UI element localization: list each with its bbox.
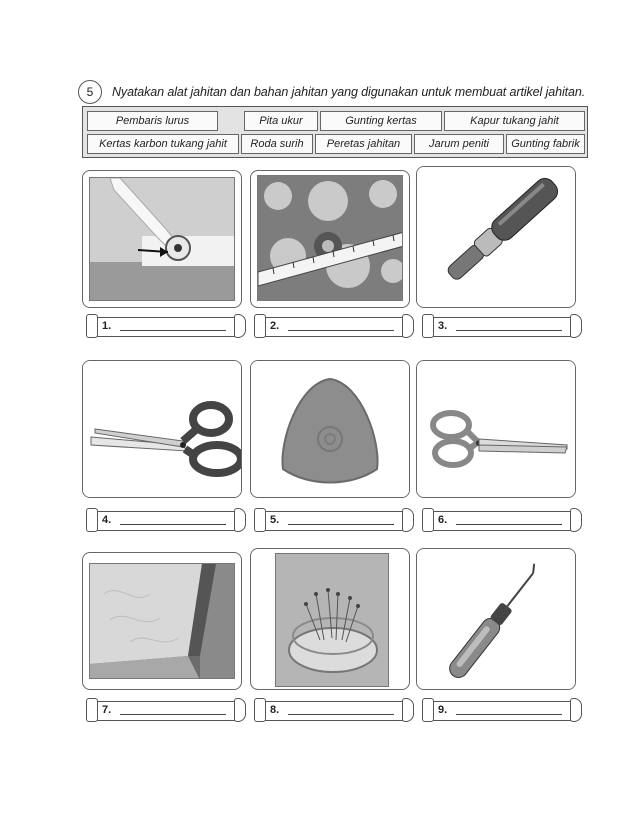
answer-blank[interactable] [120, 330, 226, 331]
word-bank-item: Kapur tukang jahit [444, 111, 585, 131]
answer-line-6[interactable] [422, 508, 582, 534]
answer-blank[interactable] [288, 330, 394, 331]
item-number: 1. [102, 320, 112, 332]
seam-ripper-photo [417, 167, 575, 307]
paper-scissors-photo [417, 361, 575, 497]
word-bank-item: Roda surih [241, 134, 313, 154]
word-bank-item: Jarum peniti [414, 134, 504, 154]
answer-blank[interactable] [288, 714, 394, 715]
answer-blank[interactable] [288, 524, 394, 525]
answer-line-1[interactable] [86, 314, 246, 340]
word-bank-item: Pembaris lurus [87, 111, 218, 131]
word-bank-item: Kertas karbon tukang jahit [87, 134, 239, 154]
word-bank-item: Peretas jahitan [315, 134, 412, 154]
item-number: 7. [102, 704, 112, 716]
answer-line-4[interactable] [86, 508, 246, 534]
question-number: 5 [78, 80, 102, 104]
item-number: 8. [270, 704, 280, 716]
answer-line-2[interactable] [254, 314, 414, 340]
item-number: 3. [438, 320, 448, 332]
answer-line-7[interactable] [86, 698, 246, 724]
measuring-tape-photo [257, 175, 403, 301]
item-card-2 [250, 170, 410, 308]
word-bank-row-2 [87, 134, 583, 154]
item-number: 6. [438, 514, 448, 526]
answer-line-3[interactable] [422, 314, 582, 340]
item-card-1 [82, 170, 242, 308]
word-bank-row-1 [87, 111, 583, 131]
word-bank [82, 106, 588, 158]
fabric-scissors-photo [83, 361, 241, 497]
answer-blank[interactable] [456, 524, 562, 525]
word-bank-item: Pita ukur [244, 111, 318, 131]
answer-line-9[interactable] [422, 698, 582, 724]
item-number: 2. [270, 320, 280, 332]
answer-blank[interactable] [120, 714, 226, 715]
item-number: 9. [438, 704, 448, 716]
carbon-paper-photo [89, 563, 235, 679]
item-card-3 [416, 166, 576, 308]
answer-line-8[interactable] [254, 698, 414, 724]
item-card-8 [250, 548, 410, 690]
question-instruction: Nyatakan alat jahitan dan bahan jahitan yang digunakan untuk membuat artikel jahitan. [112, 85, 586, 99]
item-card-7 [82, 552, 242, 690]
item-number: 5. [270, 514, 280, 526]
item-number: 4. [102, 514, 112, 526]
item-card-6 [416, 360, 576, 498]
answer-blank[interactable] [456, 330, 562, 331]
answer-line-5[interactable] [254, 508, 414, 534]
word-bank-item: Gunting kertas [320, 111, 442, 131]
answer-blank[interactable] [120, 524, 226, 525]
tailors-chalk-photo [251, 361, 409, 497]
item-card-4 [82, 360, 242, 498]
seam-ripper-photo [417, 549, 575, 689]
word-bank-item: Gunting fabrik [506, 134, 585, 154]
item-card-5 [250, 360, 410, 498]
item-card-9 [416, 548, 576, 690]
answer-blank[interactable] [456, 714, 562, 715]
pins-photo [275, 553, 389, 687]
tracing-wheel-photo [89, 177, 235, 301]
